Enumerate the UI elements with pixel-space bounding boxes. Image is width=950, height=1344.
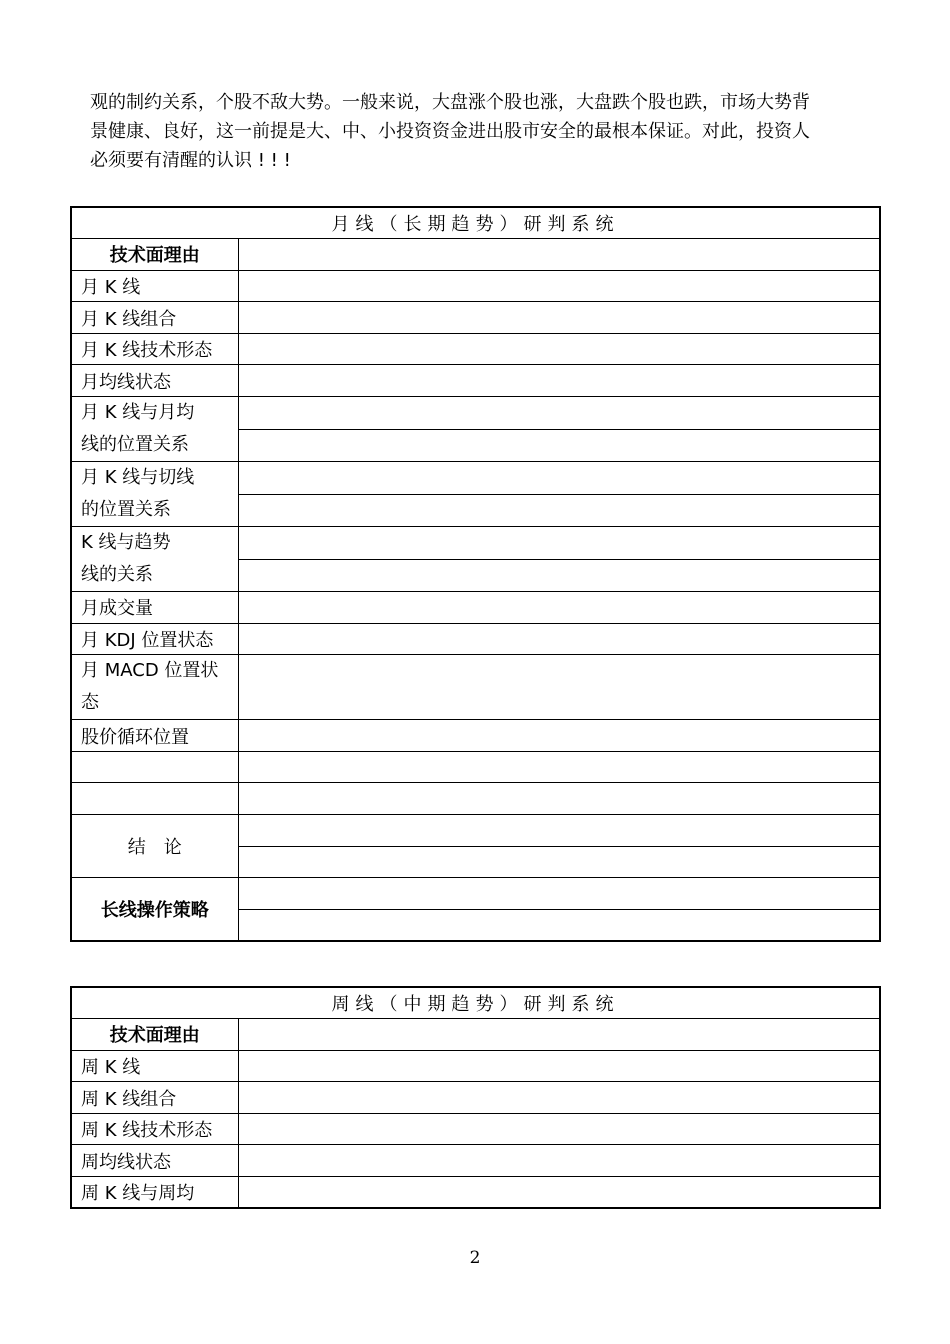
page-number: 2 — [469, 1248, 481, 1268]
intro-line-3: 必须要有清醒的认识 ! ! ! — [90, 150, 291, 171]
weekly-row-label: 周 K 线技术形态 — [71, 1113, 238, 1145]
intro-paragraph — [90, 88, 870, 175]
monthly-row-label: 月成交量 — [71, 592, 238, 624]
monthly-row-label: 股价循环位置 — [71, 720, 238, 752]
monthly-row-value[interactable] — [238, 365, 880, 397]
label-line: 月 K 线与月均 — [81, 402, 195, 424]
weekly-row-value[interactable] — [238, 1145, 880, 1177]
weekly-row-label: 周均线状态 — [71, 1145, 238, 1177]
monthly-row-value[interactable] — [238, 655, 880, 720]
monthly-row-value[interactable] — [238, 720, 880, 752]
weekly-analysis-table — [70, 986, 881, 1209]
monthly-row-label: 月 K 线 — [71, 270, 238, 302]
monthly-row-value[interactable] — [238, 783, 880, 815]
monthly-row-value[interactable] — [238, 527, 880, 560]
monthly-row-value[interactable] — [238, 592, 880, 624]
monthly-row-value[interactable] — [238, 429, 880, 462]
label-line: 月 K 线与切线 — [81, 467, 195, 489]
weekly-header-value[interactable] — [238, 1019, 880, 1051]
monthly-row-value[interactable] — [238, 559, 880, 592]
monthly-conclusion-value[interactable] — [238, 846, 880, 878]
label-line: 线的关系 — [81, 564, 153, 586]
monthly-row-label — [71, 462, 238, 527]
monthly-row-value[interactable] — [238, 462, 880, 495]
monthly-blank-label[interactable] — [71, 783, 238, 815]
monthly-row-value[interactable] — [238, 333, 880, 365]
weekly-table-title: 周线（中期趋势）研判系统 — [71, 987, 880, 1019]
label-line: 的位置关系 — [81, 499, 171, 521]
label-line: K 线与趋势 — [81, 532, 171, 554]
monthly-strategy-value[interactable] — [238, 909, 880, 941]
monthly-row-value[interactable] — [238, 270, 880, 302]
monthly-conclusion-label: 结 论 — [71, 815, 238, 878]
monthly-row-label: 月均线状态 — [71, 365, 238, 397]
weekly-row-value[interactable] — [238, 1113, 880, 1145]
monthly-analysis-table — [70, 206, 881, 942]
weekly-header-label: 技术面理由 — [71, 1019, 238, 1051]
intro-line-1: 观的制约关系，个股不敌大势。一般来说，大盘涨个股也涨，大盘跌个股也跌，市场大势背 — [90, 92, 810, 113]
monthly-row-label — [71, 397, 238, 462]
monthly-row-value[interactable] — [238, 397, 880, 430]
monthly-row-label: 月 K 线组合 — [71, 302, 238, 334]
label-line: 态 — [81, 692, 99, 714]
monthly-row-value[interactable] — [238, 302, 880, 334]
monthly-row-label: 月 KDJ 位置状态 — [71, 623, 238, 655]
monthly-row-label — [71, 655, 238, 720]
monthly-header-label: 技术面理由 — [71, 239, 238, 271]
monthly-conclusion-value[interactable] — [238, 815, 880, 847]
monthly-header-value[interactable] — [238, 239, 880, 271]
weekly-row-label: 周 K 线 — [71, 1050, 238, 1082]
weekly-row-label: 周 K 线组合 — [71, 1082, 238, 1114]
monthly-row-value[interactable] — [238, 623, 880, 655]
label-line: 月 MACD 位置状 — [81, 660, 219, 682]
monthly-strategy-label: 长线操作策略 — [71, 878, 238, 941]
monthly-strategy-value[interactable] — [238, 878, 880, 910]
intro-line-2: 景健康、良好，这一前提是大、中、小投资资金进出股市安全的最根本保证。对此，投资人 — [90, 121, 810, 142]
monthly-blank-label[interactable] — [71, 751, 238, 783]
monthly-row-label — [71, 527, 238, 592]
weekly-row-value[interactable] — [238, 1082, 880, 1114]
monthly-row-label: 月 K 线技术形态 — [71, 333, 238, 365]
monthly-row-value[interactable] — [238, 751, 880, 783]
monthly-row-value[interactable] — [238, 494, 880, 527]
weekly-row-label: 周 K 线与周均 — [71, 1177, 238, 1209]
monthly-table-title: 月线（长期趋势）研判系统 — [71, 207, 880, 239]
weekly-row-value[interactable] — [238, 1177, 880, 1209]
weekly-row-value[interactable] — [238, 1050, 880, 1082]
label-line: 线的位置关系 — [81, 434, 189, 456]
